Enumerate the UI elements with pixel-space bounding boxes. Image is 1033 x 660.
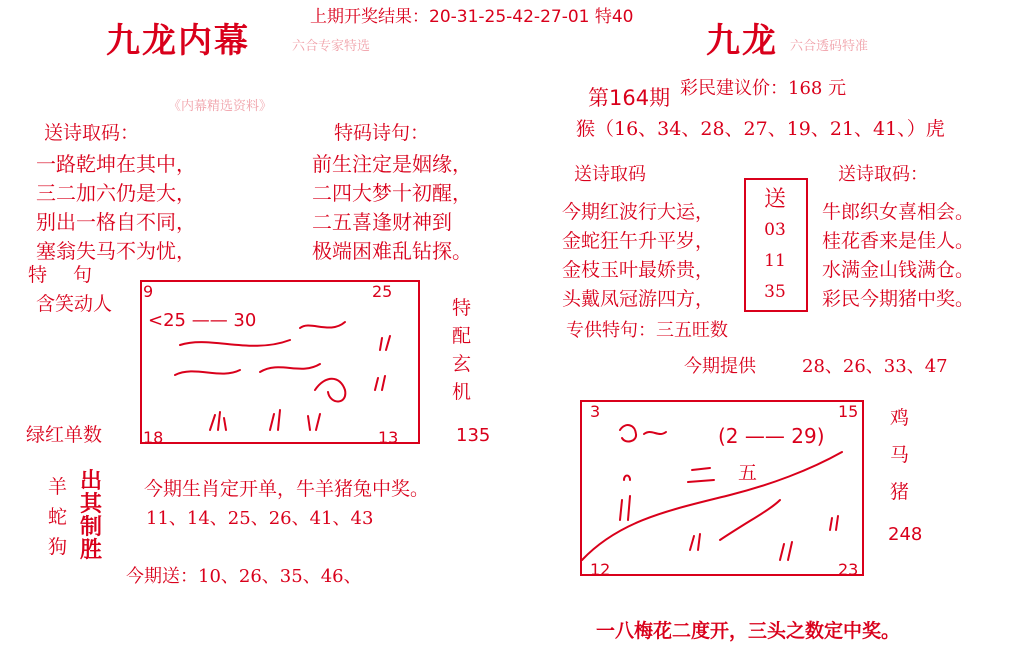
box-corner-bl: 12 — [590, 560, 611, 579]
zodiac-char: 制 — [80, 514, 103, 540]
left-title: 九龙内幕 — [106, 21, 250, 61]
special-line: 专供特句：三五旺数 — [566, 320, 728, 341]
zodiac-char: 胜 — [80, 537, 103, 563]
box-handwritten-char: 五 — [738, 462, 758, 484]
right-sketch — [580, 400, 860, 572]
sketch-stroke — [175, 370, 240, 375]
side-char: 特 — [452, 297, 472, 319]
zodiac-char: 狗 — [48, 536, 68, 558]
sketch-stroke — [688, 468, 714, 482]
provide-label: 今期提供 — [684, 356, 756, 377]
special-phrase-label: 特 句 — [28, 264, 103, 286]
zodiac-right — [80, 470, 102, 562]
poem-line: 今期红波行大运， — [562, 201, 715, 223]
grass-icon — [620, 476, 630, 521]
left-poem-heading: 送诗取码： — [44, 122, 140, 144]
send-numbers: 今期送：10、26、35、46、 — [126, 566, 362, 587]
number-135: 135 — [456, 425, 491, 446]
box-corner-br: 23 — [838, 560, 859, 579]
bottom-line: 一八梅花二度开，三头之数定中奖。 — [596, 620, 901, 642]
poem-line: 前生注定是姻缘， — [312, 152, 472, 176]
right-poem-heading-left: 送诗取码 — [574, 164, 646, 185]
sun-icon — [620, 425, 636, 441]
right-poem-right — [822, 198, 974, 314]
left-special-poem — [312, 150, 472, 266]
poem-line: 塞翁失马不为忧， — [36, 239, 196, 263]
animals — [890, 400, 909, 511]
poem-line: 彩民今期猪中奖。 — [822, 288, 975, 310]
green-red-label: 绿红单数 — [26, 424, 103, 446]
grass-icon — [780, 542, 792, 560]
side-label — [452, 294, 471, 406]
poem-line: 金蛇狂午升平岁， — [562, 230, 715, 252]
left-subtitle: 六合专家特选 — [292, 39, 371, 54]
send-box-item: 03 — [764, 220, 786, 240]
grass-icon — [270, 410, 280, 430]
result-banner: 上期开奖结果：20-31-25-42-27-01 特40 — [310, 7, 634, 27]
sketch-stroke — [260, 364, 320, 372]
poem-line: 三二加六仍是大， — [36, 181, 196, 205]
zodiac-char: 羊 — [48, 476, 68, 498]
grass-icon — [690, 534, 700, 550]
right-subtitle: 六合透码特准 — [790, 39, 869, 54]
side-char: 机 — [452, 381, 472, 403]
zodiac-line1: 今期生肖定开单，牛羊猪兔中奖。 — [144, 478, 430, 500]
side-char: 配 — [452, 325, 472, 347]
poem-line: 金枝玉叶最娇贵， — [562, 259, 715, 281]
box-corner-tl: 9 — [143, 282, 154, 301]
box-handwritten-range: <25 —— 30 — [148, 310, 257, 331]
send-box-item: 11 — [764, 251, 786, 271]
box-corner-tl: 3 — [590, 402, 601, 421]
monkey-tiger-line: 猴（16、34、28、27、19、21、41、）虎 — [576, 118, 945, 140]
right-poem-left — [562, 198, 714, 314]
grass-icon — [380, 336, 390, 350]
send-box-item: 送 — [763, 187, 786, 212]
poem-line: 牛郎织女喜相会。 — [822, 201, 975, 223]
poem-line: 二四大梦十初醒， — [312, 181, 472, 205]
box-corner-bl: 18 — [143, 428, 164, 447]
sketch-stroke — [300, 322, 345, 328]
number-248: 248 — [888, 524, 923, 545]
box-corner-tr: 15 — [838, 402, 859, 421]
animal-char: 马 — [890, 444, 910, 466]
grass-icon — [375, 376, 385, 390]
poem-line: 头戴凤冠游四方， — [562, 288, 715, 310]
left-sketch — [140, 280, 416, 440]
animal-char: 鸡 — [890, 407, 910, 429]
zodiac-line2: 11、14、25、26、41、43 — [146, 508, 374, 529]
zodiac-left — [48, 472, 67, 562]
box-handwritten-range: (2 —— 29) — [718, 424, 825, 448]
right-poem-heading-right: 送诗取码： — [838, 164, 928, 185]
animal-char: 猪 — [890, 481, 910, 503]
box-corner-tr: 25 — [372, 282, 393, 301]
sketch-stroke — [315, 379, 345, 402]
sketch-stroke — [644, 432, 666, 434]
poem-line: 桂花香来是佳人。 — [822, 230, 975, 252]
issue-number: 第164期 — [588, 86, 671, 110]
sketch-stroke — [720, 500, 780, 540]
zodiac-char: 其 — [80, 491, 103, 517]
provide-numbers: 28、26、33、47 — [802, 356, 948, 377]
send-box-item: 35 — [764, 282, 786, 302]
special-phrase: 含笑动人 — [36, 293, 113, 315]
poem-line: 二五喜逢财神到 — [312, 210, 452, 234]
zodiac-char: 出 — [80, 468, 103, 494]
grass-icon — [210, 412, 226, 430]
suggested-price: 彩民建议价：168 元 — [680, 78, 847, 99]
poem-line: 水满金山钱满仓。 — [822, 259, 975, 281]
zodiac-char: 蛇 — [48, 506, 68, 528]
left-tagline: 《内幕精选资料》 — [168, 99, 273, 114]
grass-icon — [830, 516, 838, 530]
box-corner-br: 13 — [378, 428, 399, 447]
right-title: 九龙 — [706, 21, 778, 61]
poem-line: 极端困难乱钻探。 — [312, 239, 472, 263]
left-poem — [36, 150, 196, 266]
send-box-items — [746, 184, 804, 308]
poem-line: 别出一格自不同， — [36, 210, 196, 234]
grass-icon — [308, 414, 320, 430]
sketch-stroke — [180, 340, 290, 346]
poem-line: 一路乾坤在其中， — [36, 152, 196, 176]
left-special-poem-heading: 特码诗句： — [334, 122, 430, 144]
side-char: 玄 — [452, 353, 472, 375]
